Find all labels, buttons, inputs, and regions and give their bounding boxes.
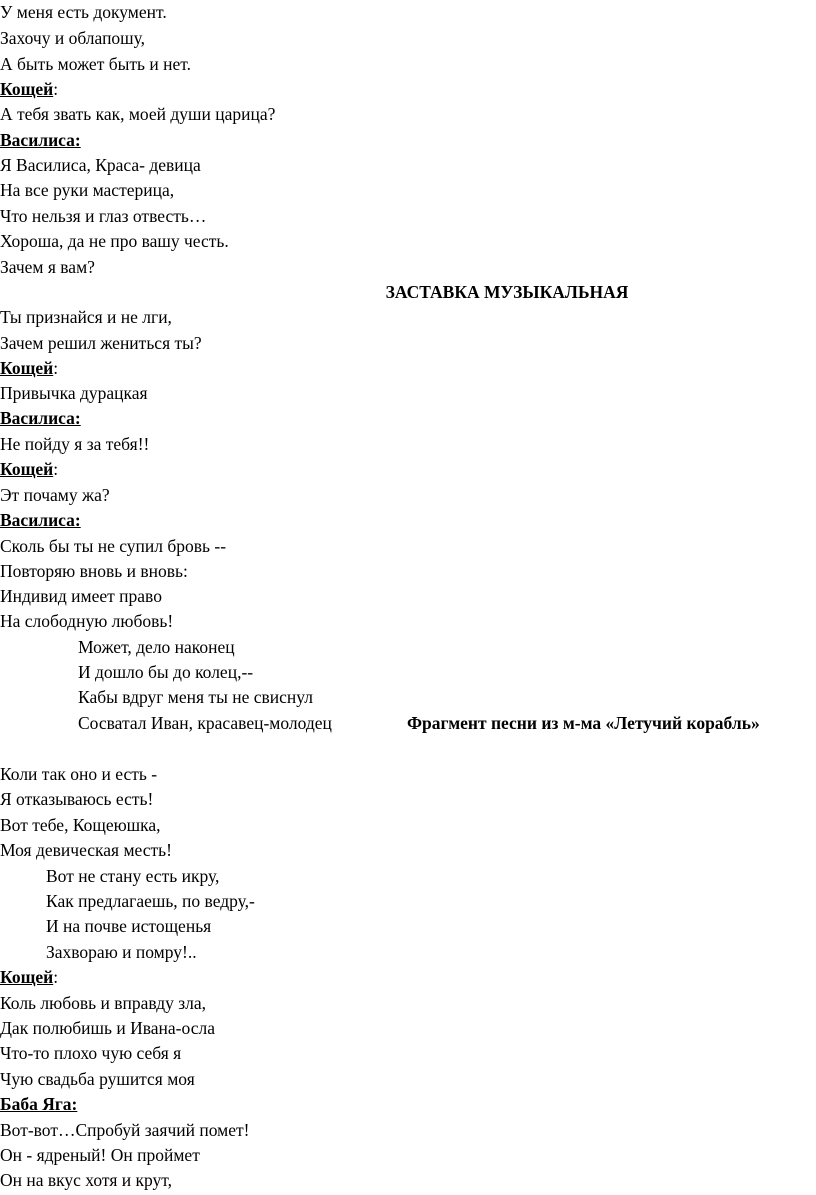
text-line: Индивид имеет право <box>0 586 162 606</box>
text-line: Может, дело наконец <box>78 637 235 657</box>
text-line: А тебя звать как, моей души царица? <box>0 104 276 124</box>
text-line: Привычка дурацкая <box>0 383 148 403</box>
text-line: Что-то плохо чую себя я <box>0 1043 182 1063</box>
speaker-line <box>0 78 58 100</box>
speaker-name: Кощей <box>0 79 54 99</box>
text-line: Вот не стану есть икру, <box>46 866 220 886</box>
text-line: Захвораю и помру!.. <box>46 942 197 962</box>
speaker-colon: : <box>53 79 59 99</box>
text-line: Вот тебе, Кощеюшка, <box>0 815 161 835</box>
text-line: Сколь бы ты не супил бровь -- <box>0 536 227 556</box>
text-line: И дошло бы до колец,-- <box>78 662 254 682</box>
text-line: Зачем я вам? <box>0 257 95 277</box>
speaker-name: Василиса: <box>0 130 81 150</box>
text-line: Моя девическая месть! <box>0 840 172 860</box>
text-line: Захочу и облапошу, <box>0 28 146 48</box>
text-line: Коли так оно и есть - <box>0 764 158 784</box>
speaker-colon: : <box>53 459 59 479</box>
text-line: Коль любовь и вправду зла, <box>0 993 207 1013</box>
speaker-name: Баба Яга: <box>0 1094 78 1114</box>
speaker-colon: : <box>53 967 59 987</box>
text-line: Чую свадьба рушится моя <box>0 1069 195 1089</box>
text-line: Он - ядреный! Он проймет <box>0 1145 200 1165</box>
text-line: Повторяю вновь и вновь: <box>0 561 188 581</box>
speaker-name: Кощей <box>0 459 54 479</box>
speaker-name: Кощей <box>0 358 54 378</box>
speaker-colon: : <box>53 358 59 378</box>
text-line: И на почве истощенья <box>46 916 212 936</box>
text-line: Не пойду я за тебя!! <box>0 434 150 454</box>
text-line: Дак полюбишь и Ивана-осла <box>0 1018 215 1038</box>
speaker-line <box>0 357 58 379</box>
text-line: Он на вкус хотя и крут, <box>0 1170 172 1190</box>
text-line: Хороша, да не про вашу честь. <box>0 231 229 251</box>
text-line: Кабы вдруг меня ты не свиснул <box>78 687 313 707</box>
speaker-line <box>0 129 81 151</box>
speaker-line <box>0 407 81 429</box>
text-line: Ты признайся и не лги, <box>0 307 172 327</box>
song-fragment-note: Фрагмент песни из м-ма «Летучий корабль» <box>407 713 760 733</box>
text-line: Зачем решил жениться ты? <box>0 333 202 353</box>
text-line: Вот-вот…Спробуй заячий помет! <box>0 1120 250 1140</box>
speaker-name: Василиса: <box>0 408 81 428</box>
speaker-line <box>0 458 58 480</box>
text-line: Я отказываюсь есть! <box>0 789 154 809</box>
text-line: У меня есть документ. <box>0 2 167 22</box>
text-line: Я Василиса, Краса- девица <box>0 155 201 175</box>
text-line: Что нельзя и глаз отвесть… <box>0 206 207 226</box>
speaker-name: Кощей <box>0 967 54 987</box>
speaker-line <box>0 509 81 531</box>
speaker-line <box>0 966 58 988</box>
text-line: Сосватал Иван, красавец-молодец <box>78 713 332 733</box>
speaker-name: Василиса: <box>0 510 81 530</box>
speaker-line <box>0 1093 77 1115</box>
text-line: Как предлагаешь, по ведру,- <box>46 891 255 911</box>
text-line: А быть может быть и нет. <box>0 54 191 74</box>
stage-direction: ЗАСТАВКА МУЗЫКАЛЬНАЯ <box>385 282 629 302</box>
text-line: На слободную любовь! <box>0 611 174 631</box>
text-line: Эт почаму жа? <box>0 485 110 505</box>
text-line: На все руки мастерица, <box>0 180 175 200</box>
